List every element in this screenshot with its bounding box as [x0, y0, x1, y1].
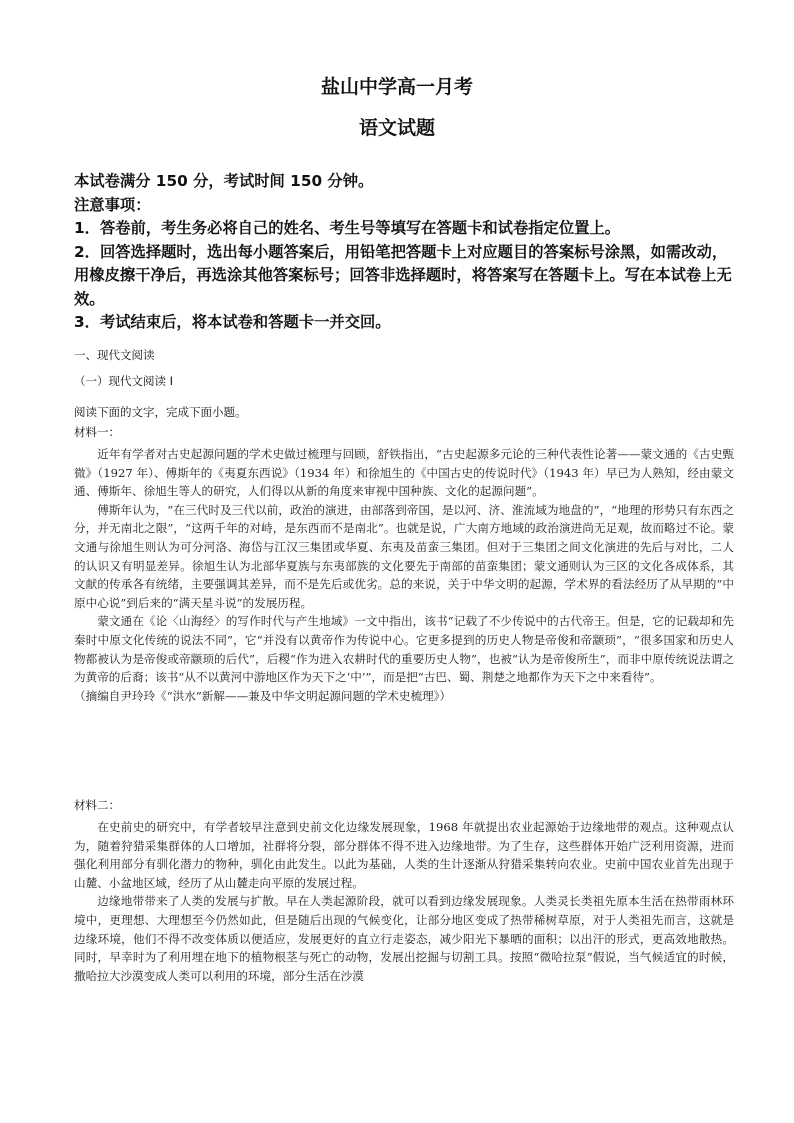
material-paragraph: 边缘地带带来了人类的发展与扩散。早在人类起源阶段，就可以看到边缘发展现象。人类灵长类祖先原本生活在热带雨林环境中，更理想、大理想至今仍然如此，但是随后出现的气候变化，让部分地区变成了热带稀树草原，对于人类祖先而言，这就是边缘环境，他们不得不改变体质以便适应，发展更好的直立行走姿态，减少阳光下暴晒的面积；以出汗的形式，更高效地散热。同时，早幸时为了利用埋在地下的植物根茎与死亡的动物，发展出挖掘与切割工具。按照“微哈拉泵”假说，当气候适宜的时候，撒哈拉大沙漠变成人类可以利用的环境，部分生活在沙漠 [74, 894, 734, 983]
notice-item: 2．回答选择题时，选出每小题答案后，用铅笔把答题卡上对应题目的答案标号涂黑，如需改动，用橡皮擦干净后，再选涂其他答案标号；回答非选择题时，将答案写在答题卡上。写在本试卷上无效。 [74, 242, 732, 308]
reading-instruction: 阅读下面的文字，完成下面小题。 [74, 405, 247, 419]
section-heading: 一、现代文阅读 [74, 348, 155, 362]
exam-title: 盐山中学高一月考 [320, 76, 473, 98]
notice-heading: 注意事项： [74, 195, 151, 214]
notice-item: 1．答卷前，考生务必将自己的姓名、考生号等填写在答题卡和试卷指定位置上。 [74, 219, 621, 237]
material-2-body [74, 818, 734, 985]
exam-notice [74, 170, 734, 335]
notice-item: 3．考试结束后，将本试卷和答题卡一并交回。 [74, 313, 391, 331]
material-1-body [74, 445, 734, 705]
material-2-label: 材料二： [74, 798, 120, 812]
material-paragraph: 蒙文通在《论〈山海经〉的写作时代与产生地域》一文中指出，该书“记载了不少传说中的古代帝王。但是，它的记载却和先秦时中原文化传统的说法不同”，它“并没有以黄帝作为传说中心。它更多提到的历史人物是帝俊和帝颛顼”，“很多国家和历史人物都被认为是帝俊或帝颛顼的后代”，后稷“作为进入农耕时代的重要历史人物”，也被“认为是帝俊所生”，而非中原传统说法谓之为黄帝的后裔；该书“从不以黄河中游地区作为天下之‘中’”，而是把“古巴、蜀、荆楚之地都作为天下之中来看待”。 [74, 614, 734, 685]
material-1-label: 材料一： [74, 425, 120, 439]
subsection-heading: （一）现代文阅读 I [74, 374, 174, 388]
material-source: （摘编自尹玲玲《“洪水”新解——兼及中华文明起源问题的学术史梳理》） [74, 688, 452, 703]
score-line: 本试卷满分 150 分，考试时间 150 分钟。 [74, 172, 374, 190]
material-paragraph: 近年有学者对古史起源问题的学术史做过梳理与回顾，舒铁指出，“古史起源多元论的三种代表性论著——蒙文通的《古史甄微》（1927 年）、傅斯年的《夷夏东西说》（1934 年）和徐旭生的《中国古史的传说时代》（1943 年）早已为人熟知，经由蒙文通、傅斯年、徐旭生等人的研究，人们得以从新的角度来审视中国种族、文化的起源问题”。 [74, 447, 734, 499]
material-paragraph: 傅斯年认为，“在三代时及三代以前，政治的演进，由部落到帝国，是以河、济、淮流域为地盘的”，“地理的形势只有东西之分，并无南北之限”，“这两千年的对峙，是东西而不是南北”。也就是说，广大南方地域的政治演进尚无足观，故而略过不论。蒙文通与徐旭生则认为可分河洛、海岱与江汉三集团或华夏、东夷及苗蛮三集团。但对于三集团之间文化演进的先后与对比，二人的认识又有明显差异。徐旭生认为北部华夏族与东夷部族的文化要先于南部的苗蛮集团；蒙文通则认为三区的文化各成体系，其文献的传承各有统绪，主要强调其差异，而不是先后或优劣。总的来说，关于中华文明的起源，学术界的看法经历了从早期的“中原中心说”到后来的“满天星斗说”的发展历程。 [74, 502, 734, 610]
material-paragraph: 在史前史的研究中，有学者较早注意到史前文化边缘发展现象，1968 年就提出农业起源始于边缘地带的观点。这种观点认为，随着狩猎采集群体的人口增加，社群将分裂，部分群体不得不进入边缘地带。为了生存，这些群体开始广泛利用资源，进而强化利用部分有驯化潜力的物种，驯化由此发生。以此为基础，人类的生计逐渐从狩猎采集转向农业。史前中国农业首先出现于山麓、小盆地区域，经历了从山麓走向平原的发展过程。 [74, 820, 734, 890]
exam-subtitle: 语文试题 [358, 117, 435, 139]
